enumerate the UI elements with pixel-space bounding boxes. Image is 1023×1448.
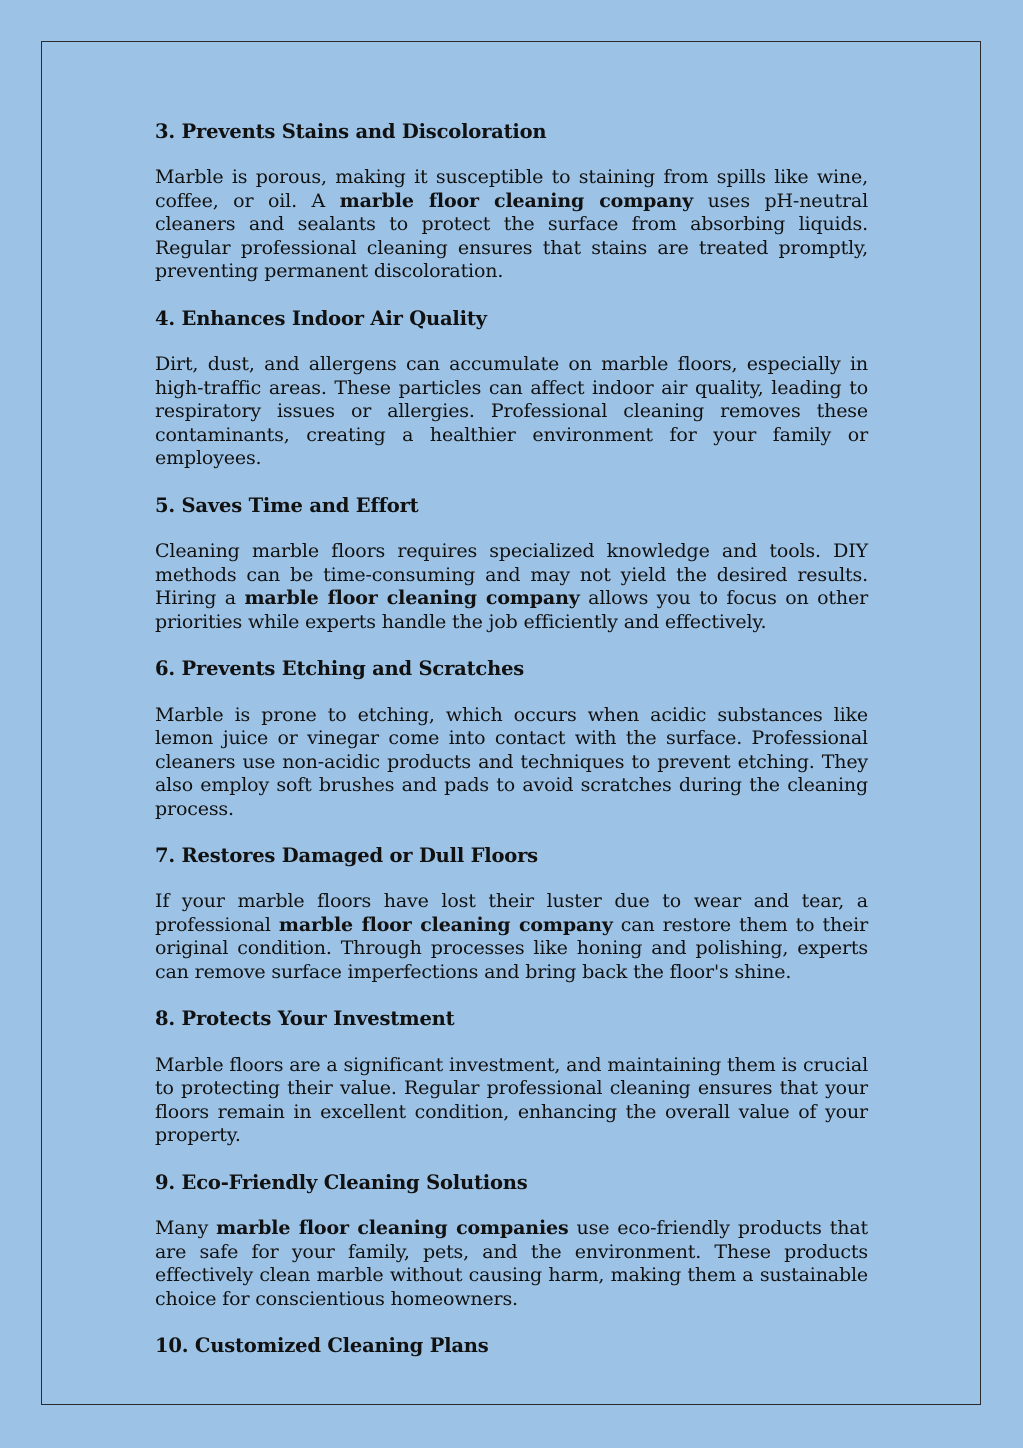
- section-heading: 8. Protects Your Investment: [155, 1007, 455, 1031]
- document-content: [155, 120, 868, 1381]
- section-restores-floors: [155, 844, 868, 984]
- paragraph-text: allows you to focus on other priorities while experts handle the job efficiently and effectively.: [155, 587, 868, 633]
- section-protects-investment: [155, 1007, 868, 1147]
- paragraph-text: Marble is prone to etching, which occurs when acidic substances like lemon juice or vinegar come into contact with the surface. Professional cleaners use non-acidic products and techniques to prevent etching. They also employ soft brushes and pads to avoid scratches during the cleaning process.: [155, 703, 868, 820]
- paragraph-text: Marble floors are a significant investment, and maintaining them is crucial to protecting their value. Regular professional cleaning ensures that your floors remain in excellent condition, enhancing the overall value of your property.: [155, 1053, 868, 1147]
- section-eco-friendly: [155, 1171, 868, 1311]
- section-saves-time: [155, 494, 868, 634]
- section-paragraph: [155, 353, 868, 471]
- paragraph-text: Cleaning marble floors requires specialized knowledge and tools. DIY methods can be time-consuming and may not yield the desired results. Hiring a: [155, 540, 868, 610]
- section-paragraph: [155, 166, 868, 284]
- bold-keyword: marble floor cleaning company: [244, 587, 580, 610]
- section-customized-plans: [155, 1334, 868, 1357]
- section-heading: 4. Enhances Indoor Air Quality: [155, 306, 487, 330]
- section-heading: 7. Restores Damaged or Dull Floors: [155, 844, 538, 868]
- section-heading: 10. Customized Cleaning Plans: [155, 1334, 489, 1358]
- section-paragraph: [155, 1054, 868, 1148]
- section-heading: 3. Prevents Stains and Discoloration: [155, 120, 547, 143]
- paragraph-text: Marble is porous, making it susceptible to staining from spills like wine, coffee, or oil. A: [155, 166, 868, 212]
- section-paragraph: [155, 704, 868, 822]
- section-heading: 5. Saves Time and Effort: [155, 493, 419, 517]
- paragraph-text: If your marble floors have lost their luster due to wear and tear, a professional: [155, 890, 868, 936]
- bold-keyword: marble floor cleaning companies: [216, 1217, 569, 1240]
- section-paragraph: [155, 890, 868, 984]
- bold-keyword: marble floor cleaning company: [339, 189, 694, 212]
- section-indoor-air-quality: [155, 307, 868, 471]
- paragraph-text: Many: [155, 1217, 217, 1240]
- section-prevents-etching: [155, 657, 868, 821]
- bold-keyword: marble floor cleaning company: [278, 913, 613, 936]
- paragraph-text: use eco-friendly products that are safe for your family, pets, and the environment. These products effectively clean marble without causing harm, making them a sustainable choice for conscientious homeowners.: [155, 1217, 869, 1310]
- section-paragraph: [155, 540, 868, 634]
- section-paragraph: [155, 1217, 868, 1311]
- paragraph-text: Dirt, dust, and allergens can accumulate on marble floors, especially in high-traffic areas. These particles can affect indoor air quality, leading to respiratory issues or allergies. Professional cleaning removes these contaminants, creating a healthier environment for your family or employees.: [155, 353, 868, 470]
- section-prevents-stains: [155, 120, 868, 284]
- paragraph-text: can restore them to their original condition. Through processes like honing and polishing, experts can remove surface imperfections and bring back the floor's shine.: [155, 913, 868, 983]
- section-heading: 6. Prevents Etching and Scratches: [155, 657, 525, 681]
- paragraph-text: uses pH-neutral cleaners and sealants to protect the surface from absorbing liquids. Regular professional cleaning ensures that stains are treated promptly, preventing permanent discoloration.: [155, 189, 868, 283]
- section-heading: 9. Eco-Friendly Cleaning Solutions: [155, 1170, 528, 1194]
